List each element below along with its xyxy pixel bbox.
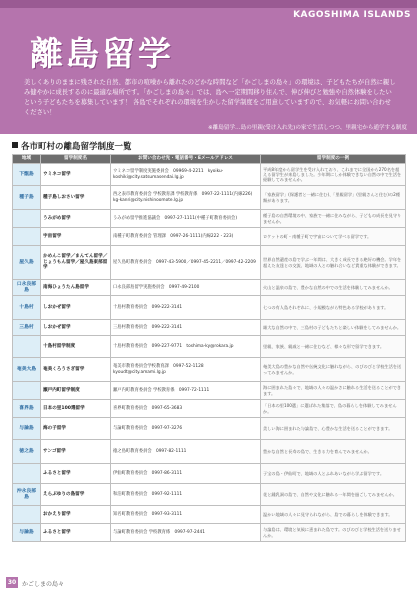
contact-cell: ウミネコ留学制度実施委員会 09969-4-2211 kyoiku-koshiki@city.satsumasendai.lg.jp xyxy=(111,164,261,186)
detail-cell: ロケットの町・南種子町で宇宙について学べる留学です。 xyxy=(261,228,406,246)
detail-cell: 海に囲まれた島々で、地域の人々の温かさに触れる生活を送ることができます。 xyxy=(261,382,406,400)
area-cell xyxy=(13,506,41,524)
page-title: 離島留学 xyxy=(30,34,174,73)
detail-cell: 与論島は、環境と気候に恵まれた島です。のびのびと学校生活を送りませんか。 xyxy=(261,524,406,542)
table-row xyxy=(13,484,406,506)
table-row xyxy=(13,440,406,464)
detail-cell: 豊かな自然と長寿の島で、生きる力を育んでみませんか。 xyxy=(261,440,406,464)
program-name-cell: しおかぜ留学 xyxy=(41,320,111,336)
detail-cell: 世界自然遺産の島で学ぶ一年間は、大きく成長できる絶好の機会。学年を超えた友達との交流、地域の人との触れ合いなど貴重な体験ができます。 xyxy=(261,246,406,280)
table-row xyxy=(13,400,406,418)
area-cell: 口永良部島 xyxy=(13,280,41,296)
program-name-cell: 奄美くろうさぎ留学 xyxy=(41,358,111,382)
program-name-cell: 海の子留学 xyxy=(41,418,111,440)
area-cell: 喜界島 xyxy=(13,400,41,418)
table-row xyxy=(13,164,406,186)
program-name-cell: ウミネコ留学 xyxy=(41,164,111,186)
area-cell xyxy=(13,228,41,246)
detail-cell: 「家族留学」(保護者と一緒に住む)、「里親留学」(里親さんと住む)の2種類があります。 xyxy=(261,186,406,210)
program-name-cell: ふるさと留学 xyxy=(41,524,111,542)
region-label: KAGOSHIMA ISLANDS xyxy=(293,10,411,20)
table-row xyxy=(13,320,406,336)
table-row xyxy=(13,296,406,320)
detail-cell: 花と鍾乳洞の島で、自然や文化に触れる一年間を過ごしてみませんか。 xyxy=(261,484,406,506)
intro-text: 美しくありのままに残された自然、都市の喧噪から離れたのどかな時間など「かごしまの島々」の環境は、子どもたちが自然に親しみ健やかに成長するのに最適な場所です。「かごしまの島々」では、島へ一定期間移り住んで、伸び伸びと勉強や自然体験をしたいという子どもたちを募集しています！ 各島でそれぞれの環境を生かした留学制度をご用意していますので、お気軽にお問い合わせください！ xyxy=(24,79,396,116)
table-row xyxy=(13,228,406,246)
contact-cell: 徳之島町教育委員会 0997-82-1111 xyxy=(111,440,261,464)
table-row xyxy=(13,210,406,228)
table-row xyxy=(13,186,406,210)
detail-cell: 里親、家族、親戚と一緒に住むなど、様々な形で留学できます。 xyxy=(261,336,406,358)
area-cell: 奄美大島 xyxy=(13,358,41,382)
program-table xyxy=(12,154,406,542)
program-name-cell: おかえり留学 xyxy=(41,506,111,524)
contact-cell: 屋久島町教育委員会 0997-43-5900／0997-45-2211／0997-42-2209 xyxy=(111,246,261,280)
table-row xyxy=(13,464,406,484)
contact-cell: 西之表市教育委員会 学校教育課 学校教育係 0997-22-1111(内線226) kg-kanri@city.nishinoomote.lg.jp xyxy=(111,186,261,210)
program-name-cell: ふるさと留学 xyxy=(41,464,111,484)
table-row xyxy=(13,280,406,296)
detail-cell: 奄美大島の豊かな自然や伝統文化に触れながら、のびのびと学校生活を送ってみませんか。 xyxy=(261,358,406,382)
table-header-row xyxy=(13,155,406,164)
detail-cell: 七つの有人島それぞれに、小規模ながら特色ある学校があります。 xyxy=(261,296,406,320)
contact-cell: 南種子町教育委員会 管理課 0997-26-1111(内線222・223) xyxy=(111,228,261,246)
contact-cell: 与論町教育委員会 0997-97-3276 xyxy=(111,418,261,440)
program-name-cell: しおかぜ留学 xyxy=(41,296,111,320)
table-row xyxy=(13,336,406,358)
detail-cell: 「日本の里100選」に選ばれた集落で、島の暮らしを体験してみませんか。 xyxy=(261,400,406,418)
detail-cell: 雄大な自然の中で、三島村の子どもたちと楽しい体験をしてみませんか。 xyxy=(261,320,406,336)
column-header: 留学制度名 xyxy=(41,155,111,164)
detail-cell: 火山と温泉の島で、豊かな自然の中での生活を体験してみませんか。 xyxy=(261,280,406,296)
program-name-cell: かめんこ留学／まんてん留学／じょうもん留学／屋久島東部留学 xyxy=(41,246,111,280)
table-row xyxy=(13,524,406,542)
area-cell: 徳之島 xyxy=(13,440,41,464)
contact-cell: 伊仙町教育委員会 0997-86-3111 xyxy=(111,464,261,484)
contact-cell: 十島村教育委員会 099-222-3141 xyxy=(111,296,261,320)
program-name-cell: 日本の里100選留学 xyxy=(41,400,111,418)
detail-cell: 子宝の島・伊仙町で、地域の人とふれあいながら学ぶ留学です。 xyxy=(261,464,406,484)
detail-cell: 温かい地域の人々に見守られながら、島での暮らしを体験できます。 xyxy=(261,506,406,524)
contact-cell: 与論町教育委員会 学校教育係 0997-97-2441 xyxy=(111,524,261,542)
column-header: お問い合わせ先・電話番号・Eメールアドレス xyxy=(111,155,261,164)
contact-cell: 知名町教育委員会 0997-93-3111 xyxy=(111,506,261,524)
area-cell: 与論島 xyxy=(13,418,41,440)
program-name-cell: えらぶゆりの島留学 xyxy=(41,484,111,506)
program-name-cell: うみがめ留学 xyxy=(41,210,111,228)
section-title xyxy=(12,140,132,152)
header-strip xyxy=(0,0,417,8)
table-row xyxy=(13,246,406,280)
table-row xyxy=(13,382,406,400)
detail-cell: 種子島の自然環境の中、家族で一緒に住みながら、子どもの成長を見守りませんか。 xyxy=(261,210,406,228)
column-header: 地域 xyxy=(13,155,41,164)
area-cell: 十島村 xyxy=(13,296,41,320)
contact-cell: 口永良部島留学実施委員会 0997-49-2100 xyxy=(111,280,261,296)
area-cell xyxy=(13,210,41,228)
program-name-cell: 南海ひょうたん島留学 xyxy=(41,280,111,296)
program-name-cell: 十島村留学制度 xyxy=(41,336,111,358)
contact-cell: 喜界町教育委員会 0997-65-3683 xyxy=(111,400,261,418)
area-cell xyxy=(13,336,41,358)
detail-cell: 美しい海に囲まれた与論島で、心豊かな生活を送ることができます。 xyxy=(261,418,406,440)
area-cell xyxy=(13,382,41,400)
area-cell: 三島村 xyxy=(13,320,41,336)
table-row xyxy=(13,418,406,440)
table-row xyxy=(13,358,406,382)
program-name-cell: 種子島しおさい留学 xyxy=(41,186,111,210)
column-header: 留学制度の一例 xyxy=(261,155,406,164)
program-name-cell: 宇宙留学 xyxy=(41,228,111,246)
area-cell: 下甑島 xyxy=(13,164,41,186)
section-title-text: 各市町村の離島留学制度一覧 xyxy=(21,142,132,152)
area-cell: 屋久島 xyxy=(13,246,41,280)
area-cell: 沖永良部島 xyxy=(13,484,41,506)
area-cell: 種子島 xyxy=(13,186,41,210)
table-body xyxy=(13,164,406,542)
contact-cell: 和泊町教育委員会 0997-92-1111 xyxy=(111,484,261,506)
detail-cell: 平成8年度から留学生を受け入れており、これまでに全国から270名を超える留学生が来島しました。少年期にしか体験できない自然の中で生活を経験してみませんか。 xyxy=(261,164,406,186)
page-number: 30 xyxy=(7,579,17,586)
footer-title: かごしまの島々 xyxy=(22,581,65,588)
contact-cell: 奄美市教育委員会学校教育課 0997-52-1128 kyoudt@city.amami.lg.jp xyxy=(111,358,261,382)
table-row xyxy=(13,506,406,524)
footer xyxy=(0,574,417,591)
program-name-cell: サンゴ留学 xyxy=(41,440,111,464)
area-cell xyxy=(13,464,41,484)
contact-cell: うみがめ留学推進協議会 0997-27-1111(中種子町教育委員会) xyxy=(111,210,261,228)
contact-cell: 三島村教育委員会 099-222-3141 xyxy=(111,320,261,336)
footnote: ※離島留学…島の里親(受け入れ先)の家で生活しつつ、里親宅から通学する制度 xyxy=(207,125,407,131)
program-name-cell: 瀬戸内町留学制度 xyxy=(41,382,111,400)
contact-cell: 瀬戸内町教育委員会 学校教育係 0997-72-1111 xyxy=(111,382,261,400)
contact-cell: 十島村教育委員会 099-227-9771 toshima-ky@rokara.jp xyxy=(111,336,261,358)
square-bullet-icon xyxy=(12,142,18,148)
header-banner xyxy=(0,0,417,134)
area-cell: 与論島 xyxy=(13,524,41,542)
